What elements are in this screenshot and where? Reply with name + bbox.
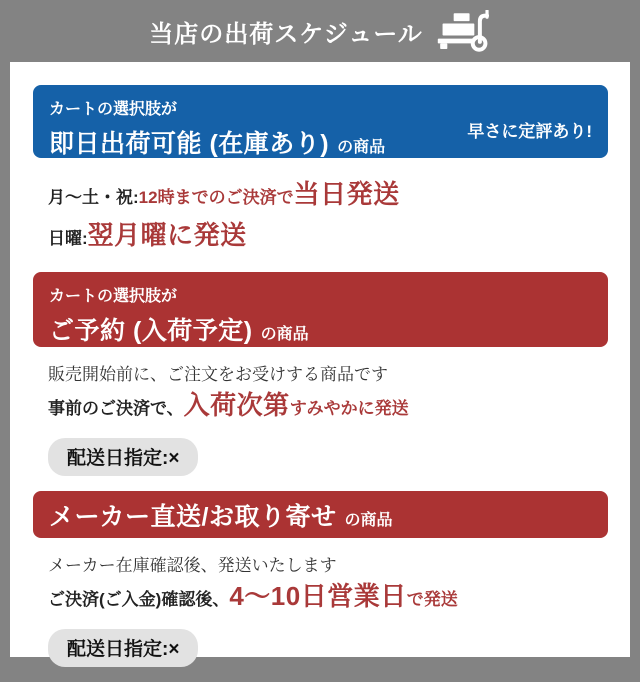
backorder-condition-label: ご決済(ご入金)確認後、 xyxy=(48,590,230,609)
instock-weekday-condition: 12時までのご決済で xyxy=(138,188,294,207)
preorder-delivery-date-badge: 配送日指定:× xyxy=(48,438,198,476)
content-panel xyxy=(10,62,630,660)
banner-instock-line1: カートの選択肢が xyxy=(49,101,178,118)
backorder-delivery-date-badge: 配送日指定:× xyxy=(48,629,198,667)
banner-preorder xyxy=(33,272,608,347)
preorder-condition-label: 事前のご決済で、 xyxy=(48,399,184,418)
backorder-details xyxy=(33,538,608,682)
header xyxy=(0,0,640,62)
banner-backorder-suffix: の商品 xyxy=(344,511,393,529)
banner-instock xyxy=(33,85,608,158)
banner-preorder-suffix: の商品 xyxy=(260,326,309,343)
backorder-info-row: メーカー在庫確認後、発送いたします xyxy=(48,556,337,575)
instock-weekday-result: 当日発送 xyxy=(293,179,400,209)
preorder-details xyxy=(33,347,608,491)
banner-instock-note: 早さに定評あり! xyxy=(467,121,592,141)
banner-preorder-text xyxy=(49,283,309,345)
instock-sunday-row xyxy=(48,217,608,258)
preorder-timing-tail: すみやかに発送 xyxy=(289,399,409,418)
preorder-shipping-row xyxy=(48,387,608,428)
instock-sunday-label: 日曜: xyxy=(48,229,88,248)
backorder-shipping-row xyxy=(48,578,608,619)
banner-backorder-title: メーカー直送/お取り寄せ xyxy=(49,502,337,531)
banner-instock-suffix: の商品 xyxy=(337,139,386,156)
backorder-timing: 4〜10日営業日 xyxy=(229,581,407,611)
banner-instock-text xyxy=(49,96,386,158)
instock-details xyxy=(33,158,608,272)
handtruck-icon xyxy=(437,10,491,58)
instock-sunday-result: 翌月曜に発送 xyxy=(87,220,247,250)
preorder-info-row: 販売開始前に、ご注文をお受けする商品です xyxy=(48,365,388,384)
banner-backorder xyxy=(33,491,608,538)
banner-preorder-title: ご予約 (入荷予定) xyxy=(49,317,253,345)
banner-instock-title: 即日出荷可能 (在庫あり) xyxy=(49,130,330,158)
instock-weekday-label: 月〜土・祝: xyxy=(48,188,139,207)
banner-preorder-line1: カートの選択肢が xyxy=(49,288,178,305)
page-title: 当店の出荷スケジュール xyxy=(149,20,423,48)
backorder-timing-tail: で発送 xyxy=(406,590,458,609)
instock-weekday-row xyxy=(48,176,608,217)
preorder-timing: 入荷次第 xyxy=(183,390,290,420)
